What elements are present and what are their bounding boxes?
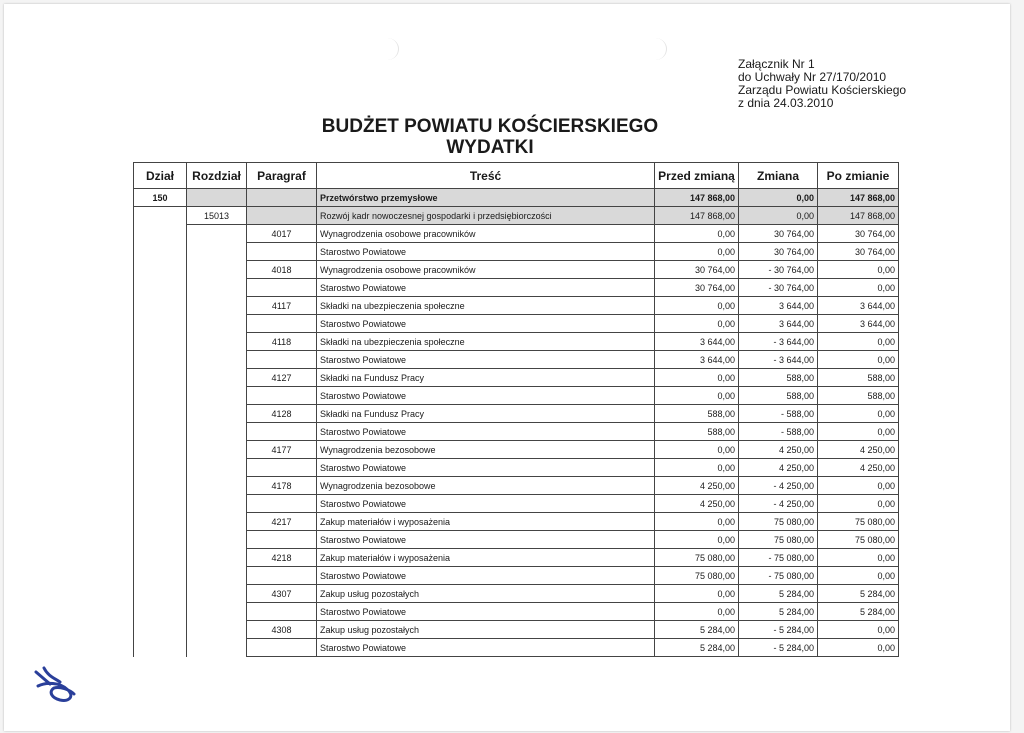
- cell-tresc: Wynagrodzenia bezosobowe: [317, 441, 655, 459]
- cell-dzial: [134, 405, 187, 423]
- cell-po: 0,00: [818, 333, 899, 351]
- attachment-line: do Uchwały Nr 27/170/2010: [738, 70, 887, 84]
- cell-tresc: Składki na Fundusz Pracy: [317, 369, 655, 387]
- cell-zmiana: 3 644,00: [739, 297, 818, 315]
- cell-po: 30 764,00: [818, 243, 899, 261]
- cell-zmiana: 4 250,00: [739, 441, 818, 459]
- table-row: [134, 441, 899, 459]
- cell-dzial: 150: [134, 189, 187, 207]
- cell-tresc: Zakup materiałów i wyposażenia: [317, 513, 655, 531]
- cell-zmiana: - 3 644,00: [739, 333, 818, 351]
- cell-paragraf: [247, 495, 317, 513]
- column-header-paragraf: Paragraf: [247, 163, 317, 189]
- cell-paragraf: [247, 603, 317, 621]
- cell-rozdzial: [187, 351, 247, 369]
- cell-po: 5 284,00: [818, 585, 899, 603]
- attachment-line: z dnia 24.03.2010: [738, 96, 834, 110]
- cell-paragraf: [247, 351, 317, 369]
- cell-rozdzial: [187, 639, 247, 657]
- cell-zmiana: - 30 764,00: [739, 261, 818, 279]
- cell-po: 75 080,00: [818, 513, 899, 531]
- cell-paragraf: 4217: [247, 513, 317, 531]
- cell-przed: 0,00: [655, 531, 739, 549]
- cell-przed: 147 868,00: [655, 189, 739, 207]
- table-row: [134, 351, 899, 369]
- cell-rozdzial: [187, 225, 247, 243]
- cell-dzial: [134, 261, 187, 279]
- table-row: [134, 189, 899, 207]
- column-header-zmiana: Zmiana: [739, 163, 818, 189]
- cell-dzial: [134, 639, 187, 657]
- cell-rozdzial: [187, 477, 247, 495]
- table-row: [134, 243, 899, 261]
- cell-tresc: Starostwo Powiatowe: [317, 423, 655, 441]
- cell-przed: 0,00: [655, 513, 739, 531]
- cell-dzial: [134, 243, 187, 261]
- table-row: [134, 369, 899, 387]
- table-row: [134, 477, 899, 495]
- cell-po: 0,00: [818, 279, 899, 297]
- cell-zmiana: - 588,00: [739, 405, 818, 423]
- cell-przed: 5 284,00: [655, 639, 739, 657]
- cell-dzial: [134, 369, 187, 387]
- cell-zmiana: 75 080,00: [739, 531, 818, 549]
- cell-dzial: [134, 603, 187, 621]
- cell-zmiana: 0,00: [739, 207, 818, 225]
- cell-przed: 30 764,00: [655, 279, 739, 297]
- cell-paragraf: [247, 387, 317, 405]
- cell-dzial: [134, 279, 187, 297]
- table-header-row: [134, 163, 899, 189]
- cell-zmiana: 5 284,00: [739, 603, 818, 621]
- cell-rozdzial: [187, 387, 247, 405]
- cell-paragraf: 4118: [247, 333, 317, 351]
- cell-przed: 0,00: [655, 459, 739, 477]
- cell-paragraf: 4128: [247, 405, 317, 423]
- column-header-po-zmianie: Po zmianie: [818, 163, 899, 189]
- cell-po: 0,00: [818, 567, 899, 585]
- cell-przed: 30 764,00: [655, 261, 739, 279]
- cell-dzial: [134, 441, 187, 459]
- cell-po: 588,00: [818, 369, 899, 387]
- cell-paragraf: 4018: [247, 261, 317, 279]
- cell-zmiana: - 75 080,00: [739, 567, 818, 585]
- cell-rozdzial: [187, 603, 247, 621]
- cell-po: 4 250,00: [818, 459, 899, 477]
- budget-table: [133, 162, 899, 657]
- cell-paragraf: [247, 459, 317, 477]
- cell-zmiana: - 4 250,00: [739, 495, 818, 513]
- cell-rozdzial: [187, 621, 247, 639]
- cell-po: 5 284,00: [818, 603, 899, 621]
- cell-paragraf: 4017: [247, 225, 317, 243]
- cell-tresc: Starostwo Powiatowe: [317, 531, 655, 549]
- table-row: [134, 513, 899, 531]
- table-body: [134, 189, 899, 657]
- table-row: [134, 405, 899, 423]
- column-header-przed-zmiana: Przed zmianą: [655, 163, 739, 189]
- cell-tresc: Starostwo Powiatowe: [317, 567, 655, 585]
- cell-dzial: [134, 387, 187, 405]
- cell-po: 75 080,00: [818, 531, 899, 549]
- punch-hole-mark: [376, 38, 399, 60]
- cell-przed: 0,00: [655, 315, 739, 333]
- table-row: [134, 261, 899, 279]
- cell-po: 30 764,00: [818, 225, 899, 243]
- cell-paragraf: [247, 567, 317, 585]
- cell-rozdzial: [187, 369, 247, 387]
- table-row: [134, 531, 899, 549]
- cell-przed: 0,00: [655, 369, 739, 387]
- cell-po: 0,00: [818, 423, 899, 441]
- cell-zmiana: - 588,00: [739, 423, 818, 441]
- cell-zmiana: 30 764,00: [739, 225, 818, 243]
- cell-rozdzial: [187, 495, 247, 513]
- document-subtitle: WYDATKI: [446, 137, 534, 158]
- cell-dzial: [134, 585, 187, 603]
- cell-przed: 4 250,00: [655, 477, 739, 495]
- cell-tresc: Przetwórstwo przemysłowe: [317, 189, 655, 207]
- table-row: [134, 207, 899, 225]
- cell-po: 0,00: [818, 477, 899, 495]
- cell-po: 0,00: [818, 621, 899, 639]
- cell-tresc: Starostwo Powiatowe: [317, 459, 655, 477]
- table-row: [134, 567, 899, 585]
- cell-tresc: Starostwo Powiatowe: [317, 495, 655, 513]
- cell-rozdzial: [187, 189, 247, 207]
- cell-przed: 0,00: [655, 387, 739, 405]
- column-header-tresc: Treść: [317, 163, 655, 189]
- attachment-note: [738, 58, 906, 110]
- cell-zmiana: 588,00: [739, 387, 818, 405]
- attachment-line: Załącznik Nr 1: [738, 57, 815, 71]
- cell-rozdzial: [187, 585, 247, 603]
- cell-po: 0,00: [818, 261, 899, 279]
- cell-przed: 588,00: [655, 423, 739, 441]
- cell-przed: 3 644,00: [655, 351, 739, 369]
- cell-dzial: [134, 423, 187, 441]
- table-row: [134, 225, 899, 243]
- cell-zmiana: 30 764,00: [739, 243, 818, 261]
- cell-po: 3 644,00: [818, 315, 899, 333]
- cell-paragraf: 4218: [247, 549, 317, 567]
- cell-rozdzial: [187, 243, 247, 261]
- cell-tresc: Zakup usług pozostałych: [317, 585, 655, 603]
- table-row: [134, 549, 899, 567]
- cell-paragraf: 4307: [247, 585, 317, 603]
- cell-paragraf: 4178: [247, 477, 317, 495]
- table-row: [134, 603, 899, 621]
- cell-zmiana: - 5 284,00: [739, 639, 818, 657]
- cell-przed: 5 284,00: [655, 621, 739, 639]
- cell-rozdzial: [187, 261, 247, 279]
- cell-paragraf: 4308: [247, 621, 317, 639]
- cell-rozdzial: [187, 333, 247, 351]
- cell-zmiana: - 5 284,00: [739, 621, 818, 639]
- table-row: [134, 279, 899, 297]
- cell-przed: 3 644,00: [655, 333, 739, 351]
- cell-paragraf: [247, 639, 317, 657]
- cell-tresc: Starostwo Powiatowe: [317, 243, 655, 261]
- cell-po: 147 868,00: [818, 189, 899, 207]
- cell-zmiana: 0,00: [739, 189, 818, 207]
- cell-przed: 0,00: [655, 297, 739, 315]
- table-row: [134, 387, 899, 405]
- cell-zmiana: 3 644,00: [739, 315, 818, 333]
- table-row: [134, 315, 899, 333]
- cell-rozdzial: [187, 297, 247, 315]
- attachment-line: Zarządu Powiatu Kościerskiego: [738, 83, 907, 97]
- cell-zmiana: - 30 764,00: [739, 279, 818, 297]
- table-row: [134, 585, 899, 603]
- cell-paragraf: 4177: [247, 441, 317, 459]
- cell-dzial: [134, 315, 187, 333]
- cell-zmiana: 75 080,00: [739, 513, 818, 531]
- column-header-dzial: Dział: [134, 163, 187, 189]
- cell-dzial: [134, 297, 187, 315]
- cell-po: 147 868,00: [818, 207, 899, 225]
- cell-dzial: [134, 207, 187, 225]
- cell-dzial: [134, 621, 187, 639]
- cell-tresc: Składki na Fundusz Pracy: [317, 405, 655, 423]
- cell-tresc: Składki na ubezpieczenia społeczne: [317, 297, 655, 315]
- cell-tresc: Starostwo Powiatowe: [317, 279, 655, 297]
- cell-rozdzial: [187, 567, 247, 585]
- cell-po: 0,00: [818, 639, 899, 657]
- cell-paragraf: [247, 423, 317, 441]
- table-row: [134, 423, 899, 441]
- cell-rozdzial: 15013: [187, 207, 247, 225]
- cell-przed: 147 868,00: [655, 207, 739, 225]
- cell-po: 0,00: [818, 549, 899, 567]
- cell-po: 0,00: [818, 351, 899, 369]
- cell-przed: 75 080,00: [655, 567, 739, 585]
- cell-rozdzial: [187, 531, 247, 549]
- cell-rozdzial: [187, 459, 247, 477]
- cell-paragraf: [247, 315, 317, 333]
- cell-rozdzial: [187, 315, 247, 333]
- table-row: [134, 459, 899, 477]
- cell-po: 3 644,00: [818, 297, 899, 315]
- cell-przed: 0,00: [655, 603, 739, 621]
- cell-dzial: [134, 495, 187, 513]
- cell-dzial: [134, 477, 187, 495]
- punch-hole-mark: [644, 38, 667, 60]
- cell-dzial: [134, 531, 187, 549]
- document-title: BUDŻET POWIATU KOŚCIERSKIEGO: [321, 116, 659, 137]
- cell-rozdzial: [187, 405, 247, 423]
- cell-paragraf: 4117: [247, 297, 317, 315]
- cell-tresc: Składki na ubezpieczenia społeczne: [317, 333, 655, 351]
- cell-tresc: Zakup materiałów i wyposażenia: [317, 549, 655, 567]
- table-row: [134, 639, 899, 657]
- cell-po: 588,00: [818, 387, 899, 405]
- cell-po: 0,00: [818, 495, 899, 513]
- cell-dzial: [134, 333, 187, 351]
- cell-przed: 0,00: [655, 441, 739, 459]
- cell-tresc: Starostwo Powiatowe: [317, 315, 655, 333]
- cell-paragraf: [247, 279, 317, 297]
- cell-zmiana: - 3 644,00: [739, 351, 818, 369]
- cell-przed: 75 080,00: [655, 549, 739, 567]
- cell-po: 0,00: [818, 405, 899, 423]
- cell-tresc: Starostwo Powiatowe: [317, 387, 655, 405]
- cell-tresc: Wynagrodzenia bezosobowe: [317, 477, 655, 495]
- cell-po: 4 250,00: [818, 441, 899, 459]
- table-row: [134, 621, 899, 639]
- table-row: [134, 495, 899, 513]
- cell-tresc: Starostwo Powiatowe: [317, 351, 655, 369]
- cell-dzial: [134, 225, 187, 243]
- cell-paragraf: [247, 189, 317, 207]
- cell-tresc: Starostwo Powiatowe: [317, 603, 655, 621]
- cell-przed: 588,00: [655, 405, 739, 423]
- cell-tresc: Zakup usług pozostałych: [317, 621, 655, 639]
- cell-tresc: Rozwój kadr nowoczesnej gospodarki i przedsiębiorczości: [317, 207, 655, 225]
- cell-przed: 4 250,00: [655, 495, 739, 513]
- cell-dzial: [134, 549, 187, 567]
- cell-przed: 0,00: [655, 585, 739, 603]
- cell-rozdzial: [187, 441, 247, 459]
- cell-dzial: [134, 351, 187, 369]
- cell-paragraf: [247, 243, 317, 261]
- cell-rozdzial: [187, 423, 247, 441]
- cell-zmiana: 588,00: [739, 369, 818, 387]
- cell-paragraf: 4127: [247, 369, 317, 387]
- cell-dzial: [134, 567, 187, 585]
- cell-dzial: [134, 513, 187, 531]
- cell-dzial: [134, 459, 187, 477]
- cell-zmiana: 4 250,00: [739, 459, 818, 477]
- cell-zmiana: - 4 250,00: [739, 477, 818, 495]
- cell-paragraf: [247, 207, 317, 225]
- cell-przed: 0,00: [655, 225, 739, 243]
- cell-zmiana: 5 284,00: [739, 585, 818, 603]
- cell-rozdzial: [187, 279, 247, 297]
- cell-rozdzial: [187, 549, 247, 567]
- pen-scribble-mark: [30, 664, 80, 706]
- table-row: [134, 297, 899, 315]
- cell-tresc: Starostwo Powiatowe: [317, 639, 655, 657]
- cell-zmiana: - 75 080,00: [739, 549, 818, 567]
- column-header-rozdzial: Rozdział: [187, 163, 247, 189]
- cell-paragraf: [247, 531, 317, 549]
- cell-rozdzial: [187, 513, 247, 531]
- table-row: [134, 333, 899, 351]
- cell-tresc: Wynagrodzenia osobowe pracowników: [317, 225, 655, 243]
- cell-przed: 0,00: [655, 243, 739, 261]
- cell-tresc: Wynagrodzenia osobowe pracowników: [317, 261, 655, 279]
